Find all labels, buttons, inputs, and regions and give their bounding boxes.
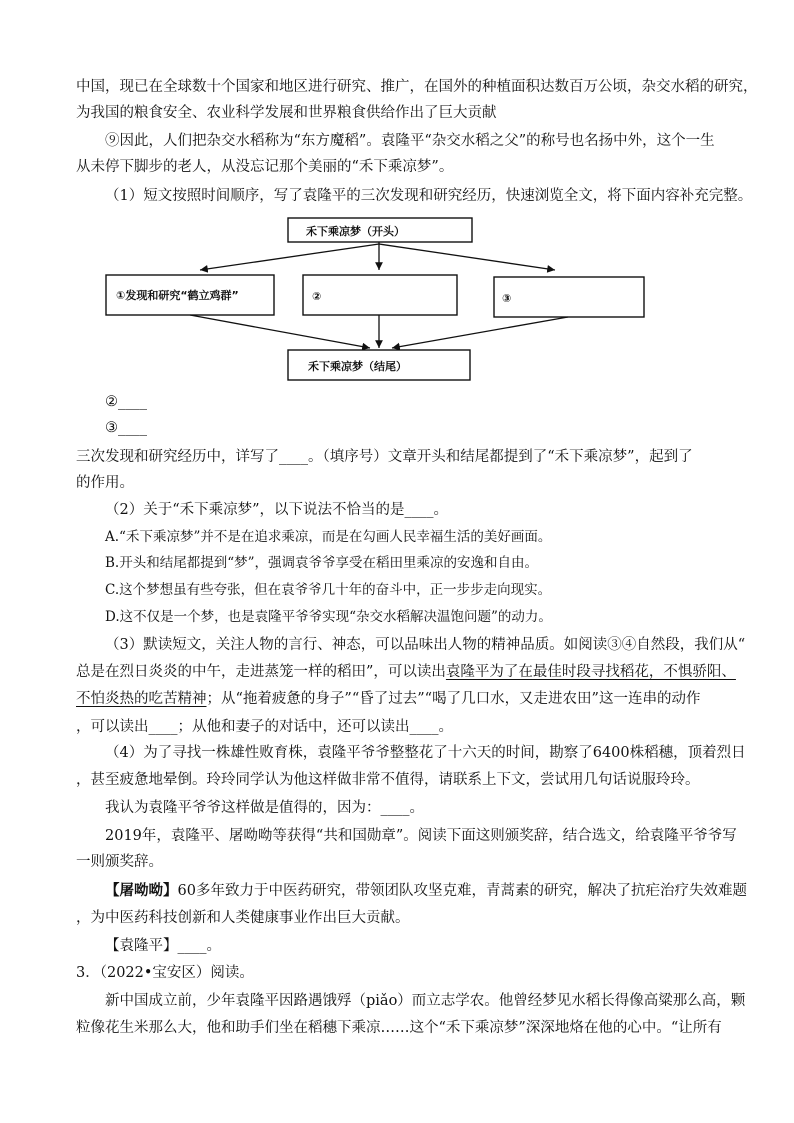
diagram-box-3 [494, 277, 644, 317]
award-tu [105, 881, 747, 901]
answer-3: ③____ [105, 420, 147, 436]
arrow [190, 315, 370, 348]
passage-line: 新中国成立前，少年袁隆平因路遇饿殍（piǎo）而立志学农。他曾经梦见水稻长得像高粱那么高，颗 [105, 993, 746, 1009]
text-span: 60多年致力于中医药研究，带领团队攻坚克难，青蒿素的研究，解决了抗疟治疗失效难题 [177, 883, 747, 899]
question-1-followup: 的作用。 [76, 475, 134, 491]
award-tu: ，为中医药科技创新和人类健康事业作出巨大贡献。 [76, 910, 410, 926]
question-4-line: ，甚至疲惫地晕倒。玲玲同学认为他这样做非常不值得，请联系上下文，尝试用几句话说服玲玲。 [76, 772, 700, 788]
question-1-prompt: （1）短文按照时间顺序，写了袁隆平的三次发现和研究经历，快速浏览全文，将下面内容补充完整。 [105, 188, 753, 204]
paragraph-9-line: ⑨因此，人们把杂交水稻称为“东方魔稻”。袁隆平“杂交水稻之父”的称号也名扬中外，这个一生 [105, 133, 715, 149]
question-2-prompt: （2）关于“禾下乘凉梦”，以下说法不恰当的是____。 [105, 502, 449, 518]
award-yuan: 【袁隆平】____。 [105, 938, 221, 954]
underlined-text: 不怕炎热的吃苦精神 [76, 691, 207, 707]
arrow [392, 317, 568, 348]
question-3-line: （3）默读短文，关注人物的言行、神态，可以品味出人物的精神品质。如阅读③④自然段，我们从“ [105, 637, 746, 653]
paragraph-line: 中国，现已在全球数十个国家和地区进行研究、推广，在国外的种植面积达数百万公顷，杂交水稻的研究， [76, 79, 758, 95]
paragraph-9-line: 从未停下脚步的老人，从没忘记那个美丽的“禾下乘凉梦”。 [76, 159, 454, 175]
answer-2: ②____ [105, 394, 147, 410]
question-4-line: （4）为了寻找一株雄性败育株，袁隆平爷爷整整花了十六天的时间，勘察了6400株稻穗，顶着烈日 [105, 745, 746, 761]
underlined-text: 袁隆平为了在最佳时段寻找稻花，不惧骄阳、 [445, 664, 736, 680]
award-intro: 一则颁奖辞。 [76, 854, 163, 870]
diagram-bottom-label: 禾下乘凉梦（结尾） [308, 360, 407, 373]
option-b: B.开头和结尾都提到“梦”，强调袁爷爷享受在稻田里乘凉的安逸和自由。 [105, 555, 539, 571]
diagram-top-label: 禾下乘凉梦（开头） [306, 225, 405, 238]
diagram-box-2 [303, 275, 457, 315]
text-span: 总是在烈日炎炎的中午，走进蒸笼一样的稻田”，可以读出 [76, 664, 446, 680]
arrow [379, 244, 555, 270]
question-4-answer: 我认为袁隆平爷爷这样做是值得的，因为：____。 [105, 800, 424, 816]
question-3-line: ，可以读出____；从他和妻子的对话中，还可以读出____。 [76, 719, 453, 735]
question-1-followup: 三次发现和研究经历中，详写了____。（填序号）文章开头和结尾都提到了“禾下乘凉梦”，起到了 [76, 449, 693, 465]
diagram-box-2-label: ② [312, 290, 322, 303]
award-label: 【屠呦呦】 [105, 882, 178, 899]
option-a: A.“禾下乘凉梦”并不是在追求乘凉，而是在勾画人民幸福生活的美好画面。 [105, 529, 552, 545]
text-span: ；从“拖着疲惫的身子”“昏了过去”“喝了几口水，又走进农田”这一连串的动作 [206, 691, 701, 707]
option-c: C.这个梦想虽有些夸张，但在袁爷爷几十年的奋斗中，正一步步走向现实。 [105, 582, 552, 598]
passage-line: 粒像花生米那么大，他和助手们坐在稻穗下乘凉……这个“禾下乘凉梦”深深地烙在他的心中。“让所有 [76, 1020, 722, 1036]
option-d: D.这不仅是一个梦，也是袁隆平爷爷实现“杂交水稻解决温饱问题”的动力。 [105, 609, 552, 625]
question-3-line [76, 662, 736, 682]
question-3-title: 3．（2022•宝安区）阅读。 [76, 965, 254, 981]
award-intro: 2019年，袁隆平、屠呦呦等获得“共和国勋章”。阅读下面这则颁奖辞，结合选文，给袁隆平爷爷写 [105, 828, 737, 844]
diagram-box-3-label: ③ [502, 292, 512, 305]
question-3-line [76, 689, 718, 709]
diagram-box-1-label: ①发现和研究“鹤立鸡群” [116, 289, 239, 302]
paragraph-line: 为我国的粮食安全、农业科学发展和世界粮食供给作出了巨大贡献 [76, 105, 497, 121]
flow-diagram [100, 212, 660, 384]
arrow [200, 244, 379, 270]
